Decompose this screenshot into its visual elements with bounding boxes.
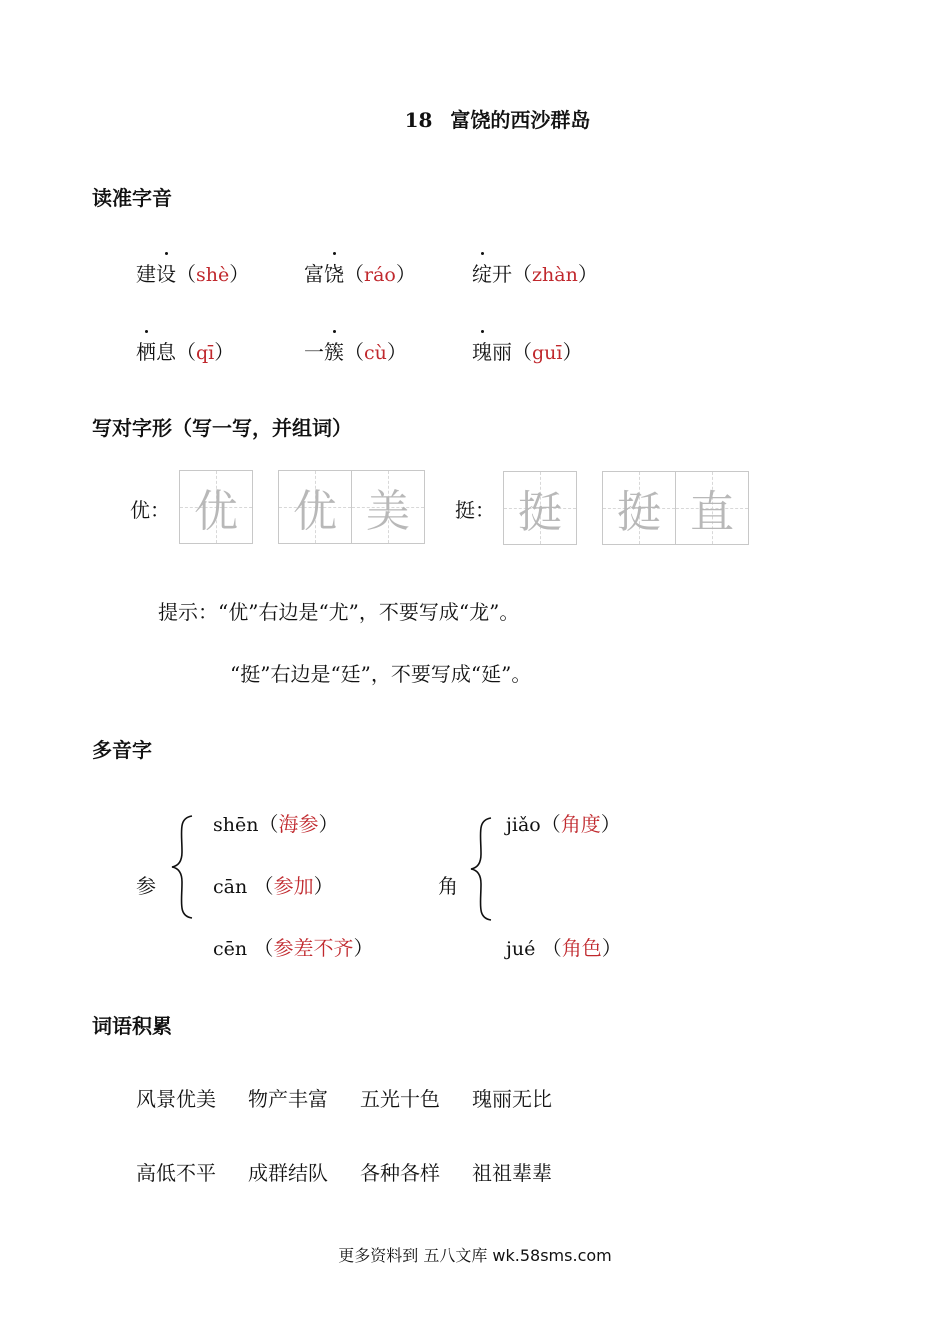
section-heading-pronunciation: 读准字音 — [92, 186, 172, 210]
footer-link[interactable]: 更多资料到 五八文库 wk.58sms.com — [338, 1246, 612, 1265]
pronunciation-item: 瑰丽（guī） — [472, 336, 582, 365]
pinyin-answer: shè — [196, 264, 230, 286]
vocab-word: 高低不平 — [136, 1161, 216, 1185]
writing-cell: 美 — [352, 471, 424, 543]
polyphone-reading: jiǎo（角度） — [506, 812, 621, 836]
polyphone-reading: jué （角色） — [506, 936, 622, 960]
pinyin-answer: cù — [364, 342, 387, 364]
polyphone-char: 角 — [438, 874, 458, 898]
writing-cell: 优 — [279, 471, 352, 543]
section-heading-glyphs: 写对字形（写一写，并组词） — [92, 416, 352, 440]
dotted-char: 栖 — [136, 336, 156, 365]
glyph-label: 挺： — [455, 498, 495, 522]
vocab-word: 瑰丽无比 — [472, 1087, 552, 1111]
dotted-char: 饶 — [324, 258, 344, 287]
writing-grid-single — [179, 470, 253, 544]
writing-cell: 优 — [180, 471, 252, 543]
pronunciation-item: 一簇（cù） — [304, 336, 407, 365]
dotted-char: 瑰 — [472, 336, 492, 365]
pinyin-answer: qī — [196, 342, 215, 364]
polyphone-reading: cān （参加） — [213, 874, 334, 898]
glyph-label: 优： — [130, 498, 170, 522]
pinyin-answer: zhàn — [532, 264, 578, 286]
writing-grid-single — [503, 471, 577, 545]
pronunciation-item: 栖息（qī） — [136, 336, 234, 365]
vocab-word: 物产丰富 — [248, 1087, 328, 1111]
writing-cell: 直 — [676, 472, 748, 544]
polyphone-reading: cēn （参差不齐） — [213, 936, 374, 960]
pinyin-answer: guī — [532, 342, 563, 364]
dotted-char: 设 — [156, 258, 176, 287]
pinyin-answer: ráo — [364, 264, 396, 286]
hint-line-2: “挺”右边是“廷”，不要写成“延”。 — [230, 662, 532, 686]
hint-text: “优”右边是“尤”，不要写成“龙”。 — [218, 600, 520, 624]
vocab-word: 成群结队 — [248, 1161, 328, 1185]
writing-grid-pair — [602, 471, 749, 545]
writing-cell: 挺 — [603, 472, 676, 544]
section-heading-vocabulary: 词语积累 — [92, 1014, 172, 1038]
vocab-word: 各种各样 — [360, 1161, 440, 1185]
left-brace-icon — [168, 812, 198, 922]
page-title — [0, 104, 950, 133]
pronunciation-item: 富饶（ráo） — [304, 258, 416, 287]
section-heading-polyphones: 多音字 — [92, 738, 152, 762]
dotted-char: 簇 — [324, 336, 344, 365]
vocab-word: 五光十色 — [360, 1087, 440, 1111]
writing-grid-pair — [278, 470, 425, 544]
vocab-word: 风景优美 — [136, 1087, 216, 1111]
hint-line-1 — [158, 596, 519, 625]
hint-label: 提示： — [158, 600, 218, 624]
pronunciation-item: 绽开（zhàn） — [472, 258, 598, 287]
polyphone-char: 参 — [136, 874, 156, 898]
dotted-char: 绽 — [472, 258, 492, 287]
polyphone-reading: shēn（海参） — [213, 812, 339, 836]
writing-cell: 挺 — [504, 472, 576, 544]
pronunciation-item: 建设（shè） — [136, 258, 249, 287]
lesson-title: 富饶的西沙群岛 — [450, 108, 591, 132]
vocab-word: 祖祖辈辈 — [472, 1161, 552, 1185]
left-brace-icon — [467, 814, 497, 924]
lesson-number: 18 — [404, 108, 433, 132]
